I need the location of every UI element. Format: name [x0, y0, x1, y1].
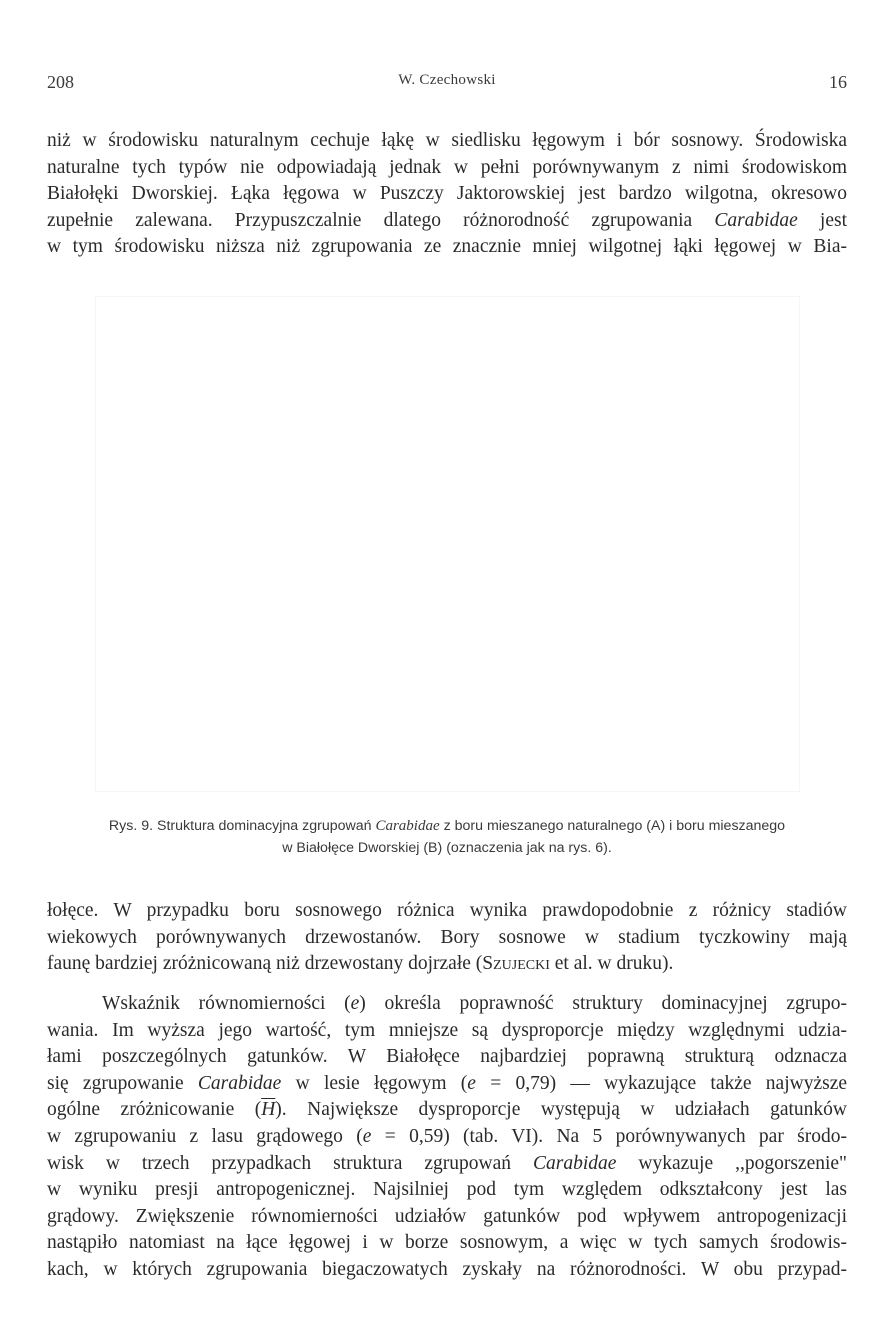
text-line: w zgrupowaniu z lasu grądowego (e = 0,59) (tab. VI). Na 5 porównywanych par środo-: [47, 1125, 847, 1147]
cited-author: Szujecki: [482, 953, 550, 975]
text-line: ogólne zróżnicowanie $(\overline{H})$. Największe dysproporcje występują w udziałach gatunków: [47, 1099, 847, 1121]
caption-line: w Białołęce Dworskiej (B) (oznaczenia jak na rys. 6).: [282, 840, 612, 856]
text-line: naturalne tych typów nie odpowiadają jednak w pełni porównywanym z nimi środowiskom: [47, 156, 847, 178]
paragraph-3: [47, 991, 847, 1284]
text-line: kach, w których zgrupowania biegaczowatych zyskały na różnorodności. W obu przypad-: [47, 1258, 847, 1280]
text-line: Białołęki Dworskiej. Łąka łęgowa w Puszczy Jaktorowskiej jest bardzo wilgotna, okresowo: [47, 183, 847, 205]
taxon-name: Carabidae: [714, 209, 798, 231]
text-line: Wskaźnik równomierności (e) określa poprawność struktury dominacyjnej zgrupo-: [102, 993, 847, 1014]
text-line: wania. Im wyższa jego wartość, tym mniejsze są dysproporcje między względnymi udzia-: [47, 1019, 847, 1041]
running-author: W. Czechowski: [398, 72, 496, 88]
text-line: faunę bardziej zróżnicowaną niż drzewostany dojrzałe (Szujecki et al. w druku).: [47, 953, 674, 975]
text-line: łami poszczególnych gatunków. W Białołęce najbardziej poprawną strukturą odznacza: [47, 1046, 847, 1068]
text-line: zupełnie zalewana. Przypuszczalnie dlatego różnorodność zgrupowania Carabidae jest: [47, 209, 847, 231]
text-line: w tym środowisku niższa niż zgrupowania ze znacznie mniej wilgotnej łąki łęgowej w Bia-: [47, 236, 847, 258]
text-line: wiekowych porównywanych drzewostanów. Bory sosnowe w stadium tyczkowiny mają: [47, 926, 847, 948]
text-line: niż w środowisku naturalnym cechuje łąkę w siedlisku łęgowym i bór sosnowy. Środowiska: [47, 130, 847, 151]
text-line: się zgrupowanie Carabidae w lesie łęgowym (e = 0,79) — wykazujące także najwyższe: [47, 1072, 847, 1094]
text-line: wisk w trzech przypadkach struktura zgrupowań Carabidae wykazuje ,,pogorszenie": [47, 1152, 847, 1174]
caption-taxon: Carabidae: [375, 818, 440, 834]
text-line: nastąpiło natomiast na łące łęgowej i w borze sosnowym, a więc w tych samych środowis-: [47, 1232, 847, 1254]
caption-line: Rys. 9. Struktura dominacyjna zgrupowań Carabidae z boru mieszanego naturalnego (A) i boru mieszanego: [108, 818, 786, 834]
paragraph-1: [47, 128, 847, 261]
figure-area: [95, 296, 800, 792]
running-header: [47, 72, 847, 98]
page-number: 208: [47, 72, 74, 92]
text-line: w wyniku presji antropogenicznej. Najsilniej pod tym względem odkształcony jest las: [47, 1179, 847, 1201]
issue-number: 16: [829, 72, 847, 92]
paragraph-2: [47, 898, 847, 978]
text-line: grądowy. Zwiększenie równomierności udziałów gatunków pod wpływem antropogenizacji: [47, 1205, 847, 1227]
figure-caption: [47, 815, 847, 859]
text-line: łołęce. W przypadku boru sosnowego różnica wynika prawdopodobnie z różnicy stadiów: [47, 900, 847, 921]
